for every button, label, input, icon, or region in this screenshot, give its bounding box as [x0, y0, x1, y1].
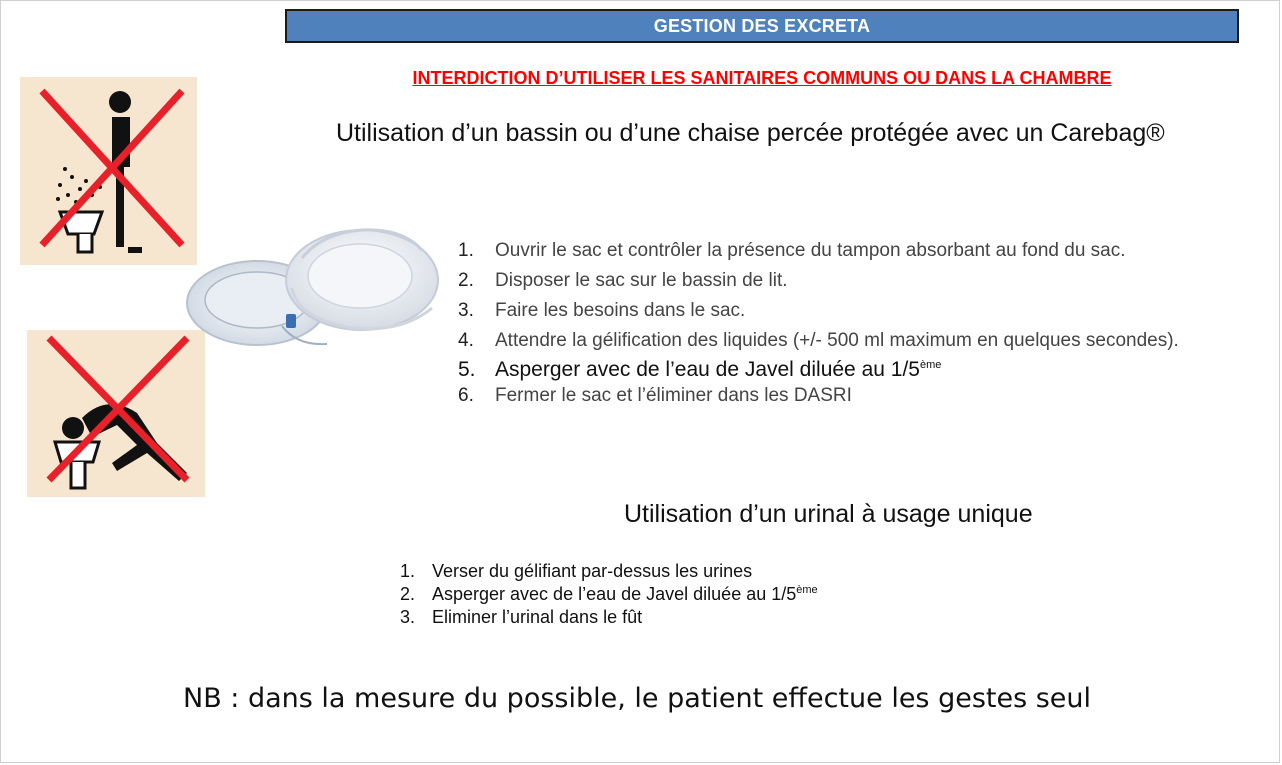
step-number: 3. [458, 300, 474, 321]
step-number: 2. [458, 270, 474, 291]
step-superscript: ème [796, 584, 818, 596]
step-text: Ouvrir le sac et contrôler la présence du tampon absorbant au fond du sac. [495, 240, 1126, 261]
bedpan-with-carebag-icon [182, 218, 444, 368]
no-vomiting-in-toilet-icon [27, 330, 205, 497]
section2-steps [400, 560, 1000, 629]
step-number: 1. [458, 240, 474, 261]
list-item [458, 356, 1198, 384]
list-item [458, 326, 1198, 356]
step-number: 6. [458, 385, 474, 406]
list-item [458, 236, 1198, 266]
section2-subtitle: Utilisation d’un urinal à usage unique [624, 500, 1033, 528]
step-text-wrap [495, 356, 1198, 384]
header-title: GESTION DES EXCRETA [653, 15, 871, 36]
list-item [458, 296, 1198, 326]
section1-subtitle: Utilisation d’un bassin ou d’une chaise percée protégée avec un Carebag® [336, 119, 1165, 147]
step-number: 4. [458, 330, 474, 351]
step-text: Asperger avec de l’eau de Javel diluée au 1/5 [495, 358, 920, 381]
step-text: Faire les besoins dans le sac. [495, 300, 746, 321]
header-bar [285, 9, 1239, 43]
section1-steps [458, 236, 1198, 408]
step-text: Disposer le sac sur le bassin de lit. [495, 270, 788, 291]
step-superscript: ème [919, 359, 942, 371]
step-text: Fermer le sac et l’éliminer dans les DASRI [495, 385, 852, 406]
step-number: 1. [400, 561, 416, 581]
step-text-wrap [432, 583, 818, 606]
list-item [400, 606, 1000, 629]
list-item [400, 583, 1000, 606]
no-urinating-standing-icon [20, 77, 197, 265]
warning-text: INTERDICTION D’UTILISER LES SANITAIRES COMMUNS OU DANS LA CHAMBRE [412, 68, 1112, 88]
list-item [400, 560, 1000, 583]
step-number: 5. [458, 358, 476, 381]
step-number: 2. [400, 584, 416, 604]
step-text: Verser du gélifiant par-dessus les urines [432, 561, 753, 581]
step-text: Eliminer l’urinal dans le fût [432, 607, 643, 627]
step-number: 3. [400, 607, 416, 627]
list-item [458, 384, 1198, 408]
list-item [458, 266, 1198, 296]
step-text: Asperger avec de l’eau de Javel diluée au 1/5 [432, 584, 797, 604]
step-text: Attendre la gélification des liquides (+/- 500 ml maximum en quelques secondes). [495, 330, 1179, 351]
note-text: NB : dans la mesure du possible, le patient effectue les gestes seul [183, 683, 1092, 714]
